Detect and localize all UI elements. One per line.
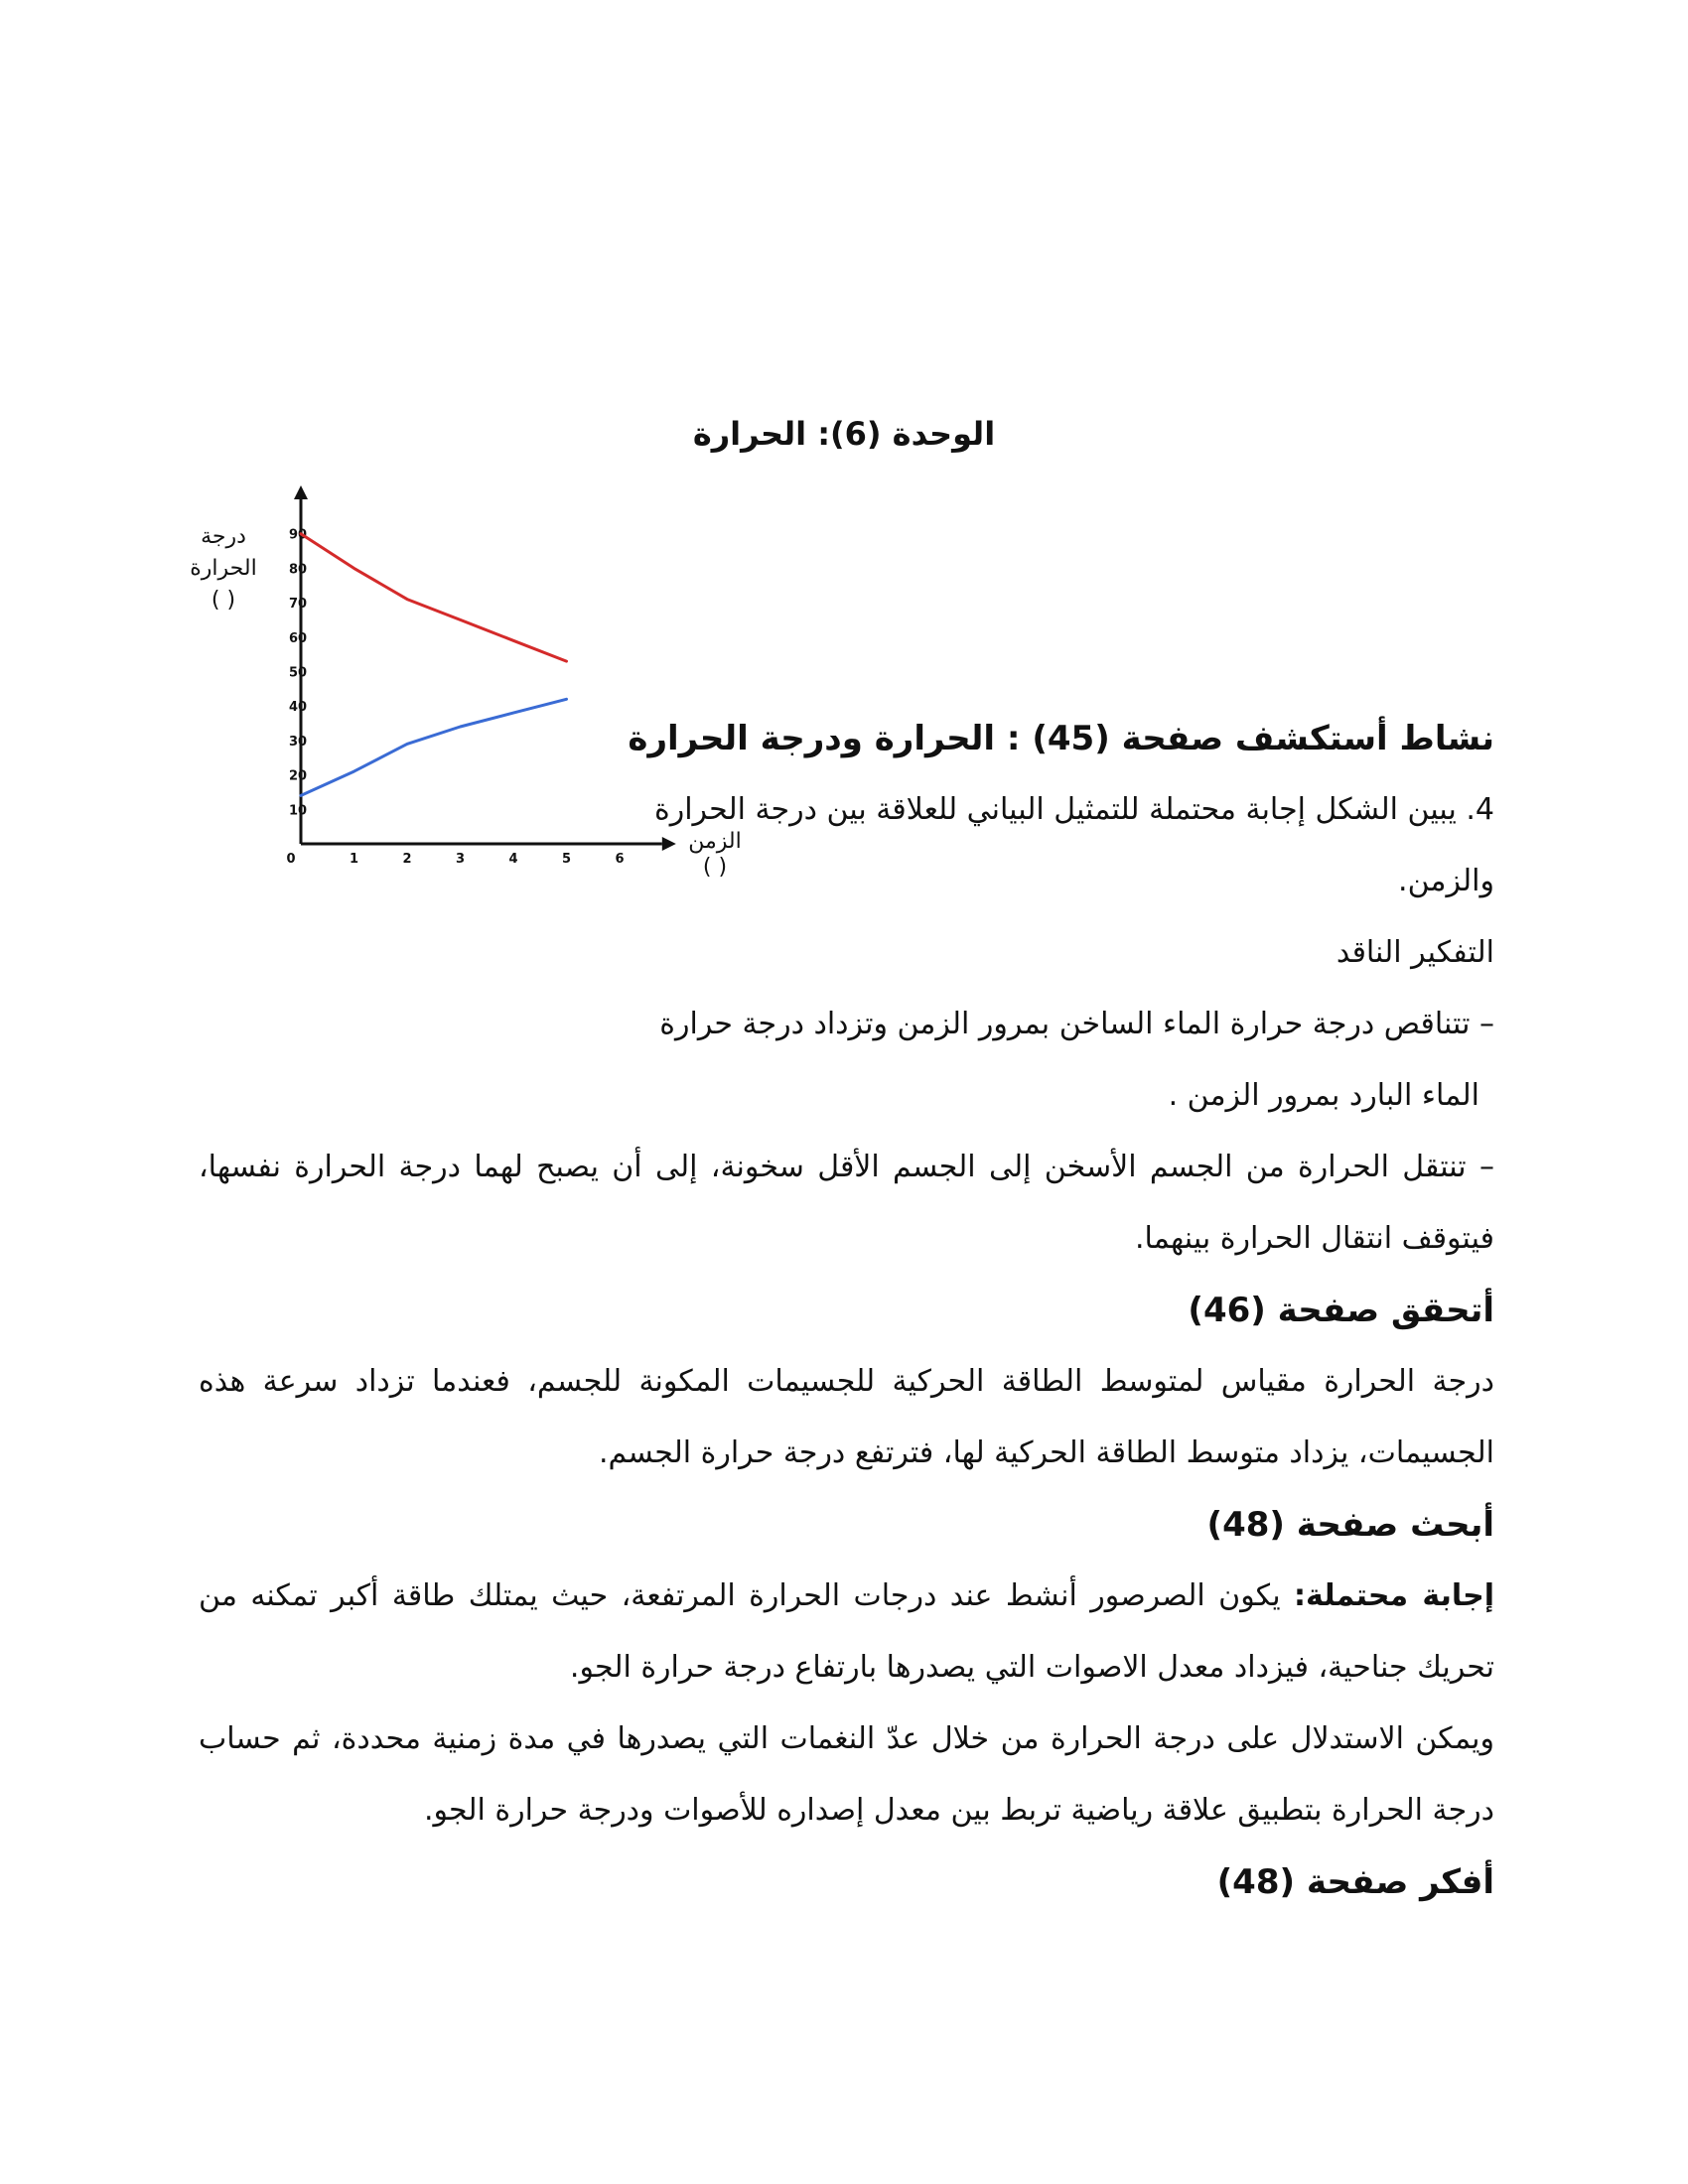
x-tick-label: 4 <box>508 852 518 867</box>
y-axis-label-line: ( ) <box>211 588 236 613</box>
think-heading: أفكر صفحة (48) <box>1216 1862 1494 1902</box>
research-answer-label: إجابة محتملة: <box>1294 1578 1495 1613</box>
x-tick-label: 1 <box>349 852 359 867</box>
x-tick-label: 6 <box>615 852 625 867</box>
x-tick-label: 5 <box>561 852 572 867</box>
origin-tick-label: 0 <box>286 852 296 867</box>
y-tick-label: 80 <box>289 562 308 578</box>
y-axis-arrow <box>294 485 308 499</box>
y-axis-label-line: الحرارة <box>190 556 257 581</box>
y-tick-label: 70 <box>289 597 308 613</box>
point-one-line-two: الماء البارد بمرور الزمن . <box>1168 1078 1479 1113</box>
page-content <box>199 703 1494 1918</box>
explore-item: 4. يبين الشكل إجابة محتملة للتمثيل البياني للعلاقة بين درجة الحرارة والزمن. <box>654 792 1494 898</box>
research-paragraph-one <box>199 1561 1494 1704</box>
verify-heading: أتحقق صفحة (46) <box>1188 1291 1494 1330</box>
x-axis-label-line: الزمن <box>688 829 742 854</box>
y-tick-label: 40 <box>289 700 308 716</box>
point-two: – تنتقل الحرارة من الجسم الأسخن إلى الجسم الأقل سخونة، إلى أن يصبح لهما درجة الحرارة نفسها، فيتوقف انتقال الحرارة بينهما. <box>199 1150 1494 1256</box>
point-one-line-one: – تتناقص درجة حرارة الماء الساخن بمرور الزمن وتزداد درجة حرارة <box>659 1007 1494 1041</box>
y-tick-label: 50 <box>289 665 308 681</box>
y-tick-label: 90 <box>289 527 308 543</box>
y-tick-label: 30 <box>289 734 308 750</box>
y-axis-label <box>179 521 268 616</box>
hot-water-curve <box>301 534 567 661</box>
critical-thinking-label: التفكير الناقد <box>1336 935 1494 970</box>
verify-text: درجة الحرارة مقياس لمتوسط الطاقة الحركية للجسيمات المكونة للجسم، فعندما تزداد سرعة هذه الجسيمات، يزداد متوسط الطاقة الحركية لها، فترتفع درجة حرارة الجسم. <box>199 1364 1494 1470</box>
x-axis-label-line: ( ) <box>702 855 728 880</box>
y-tick-label: 60 <box>289 630 308 646</box>
page-title: الوحدة (6): الحرارة <box>692 415 996 453</box>
explore-heading: نشاط أستكشف صفحة (45) : الحرارة ودرجة الحرارة <box>628 719 1494 758</box>
x-tick-label: 3 <box>455 852 466 867</box>
x-tick-label: 2 <box>402 852 412 867</box>
y-axis-label-line: درجة <box>201 524 246 549</box>
research-heading: أبحث صفحة (48) <box>1206 1505 1494 1545</box>
research-text-two: ويمكن الاستدلال على درجة الحرارة من خلال عدّ النغمات التي يصدرها في مدة زمنية محددة، ثم حساب درجة الحرارة بتطبيق علاقة رياضية تربط بين معدل إصداره للأصوات ودرجة حرارة الجو. <box>199 1721 1494 1828</box>
y-tick-label: 10 <box>289 803 308 819</box>
research-text-one: يكون الصرصور أنشط عند درجات الحرارة المرتفعة، حيث يمتلك طاقة أكبر تمكنه من تحريك جناحية، فيزداد معدل الاصوات التي يصدرها بارتفاع درجة حرارة الجو. <box>199 1578 1494 1685</box>
y-tick-label: 20 <box>289 768 308 784</box>
